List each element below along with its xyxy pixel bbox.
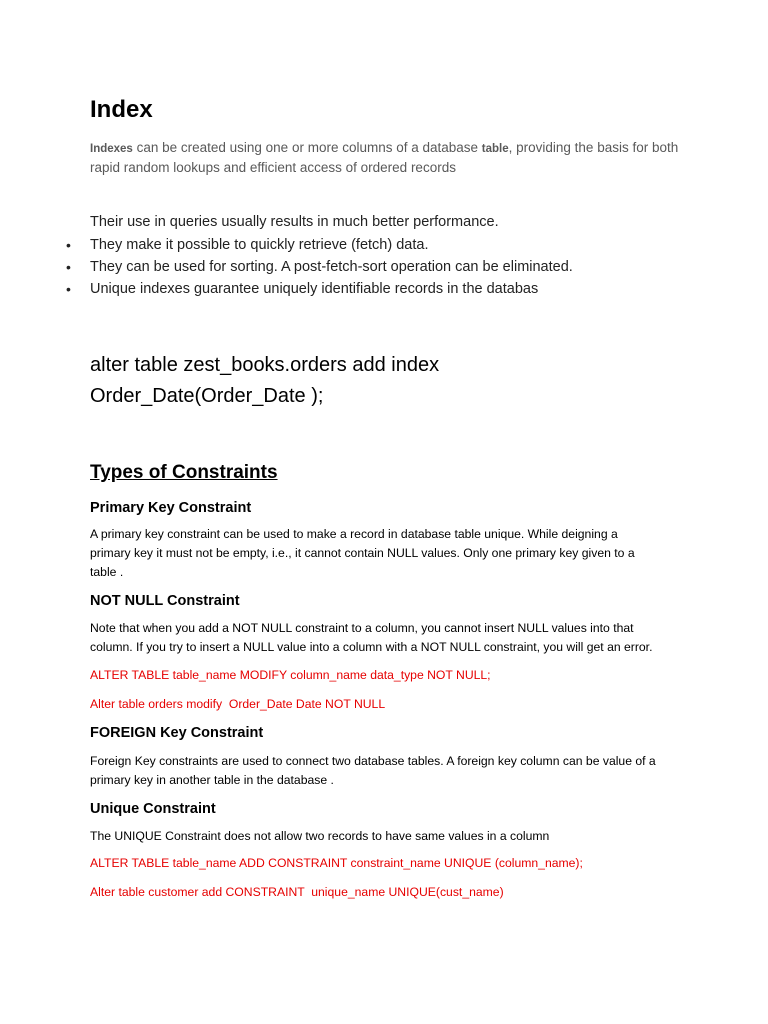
foreign-line-1: Foreign Key constraints are used to connect two database tables. A foreign key column can be value of a [90, 754, 656, 768]
bullet-item [66, 235, 573, 257]
foreign-line-2: primary key in another table in the database . [90, 773, 334, 787]
not-null-line-2: column. If you try to insert a NULL value into a column with a NOT NULL constraint, you will get an error. [90, 640, 653, 654]
index-heading: Index [90, 96, 153, 123]
bullet-dot-icon: • [66, 259, 71, 275]
primary-line-1: A primary key constraint can be used to make a record in database table unique. While deigning a [90, 527, 618, 541]
bullet-dot-icon: • [66, 237, 71, 253]
unique-paragraph: The UNIQUE Constraint does not allow two records to have same values in a column [90, 829, 550, 843]
bullet-text: They make it possible to quickly retrieve (fetch) data. [90, 237, 429, 253]
bullet-text: They can be used for sorting. A post-fetch-sort operation can be eliminated. [90, 259, 573, 275]
foreign-key-paragraph [90, 752, 690, 790]
primary-key-heading: Primary Key Constraint [90, 500, 252, 516]
primary-line-3: table . [90, 565, 124, 579]
foreign-key-heading: FOREIGN Key Constraint [90, 725, 264, 741]
not-null-heading: NOT NULL Constraint [90, 593, 240, 609]
index-bullet-list [66, 235, 573, 301]
index-lead-sentence: Their use in queries usually results in much better performance. [90, 214, 499, 230]
bullet-text: Unique indexes guarantee uniquely identifiable records in the databas [90, 281, 539, 297]
not-null-code-2: Alter table orders modify Order_Date Date NOT NULL [90, 697, 386, 711]
not-null-code-1: ALTER TABLE table_name MODIFY column_name data_type NOT NULL; [90, 668, 491, 682]
unique-code-1: ALTER TABLE table_name ADD CONSTRAINT constraint_name UNIQUE (column_name); [90, 856, 583, 870]
primary-line-2: primary key it must not be empty, i.e., it cannot contain NULL values. Only one primary key given to a [90, 546, 635, 560]
constraints-heading: Types of Constraints [90, 462, 278, 483]
bullet-item [66, 257, 573, 279]
bullet-item [66, 279, 573, 301]
bullet-dot-icon: • [66, 281, 71, 297]
index-sql-statement [90, 350, 439, 412]
sql-line-2: Order_Date(Order_Date ); [90, 385, 324, 407]
intro-keyword-table: table [481, 143, 509, 155]
primary-key-paragraph [90, 525, 690, 582]
unique-heading: Unique Constraint [90, 801, 216, 817]
sql-line-1: alter table zest_books.orders add index [90, 354, 440, 376]
unique-code-2: Alter table customer add CONSTRAINT unique_name UNIQUE(cust_name) [90, 885, 504, 899]
intro-keyword-indexes: Indexes [90, 143, 133, 155]
index-intro [90, 139, 690, 177]
intro-text-2: , providing the basis for both rapid random lookups and efficient access of ordered records [90, 140, 679, 175]
not-null-line-1: Note that when you add a NOT NULL constraint to a column, you cannot insert NULL values into that [90, 621, 634, 635]
intro-text-1: can be created using one or more columns of a database [132, 140, 482, 155]
not-null-paragraph [90, 619, 690, 657]
